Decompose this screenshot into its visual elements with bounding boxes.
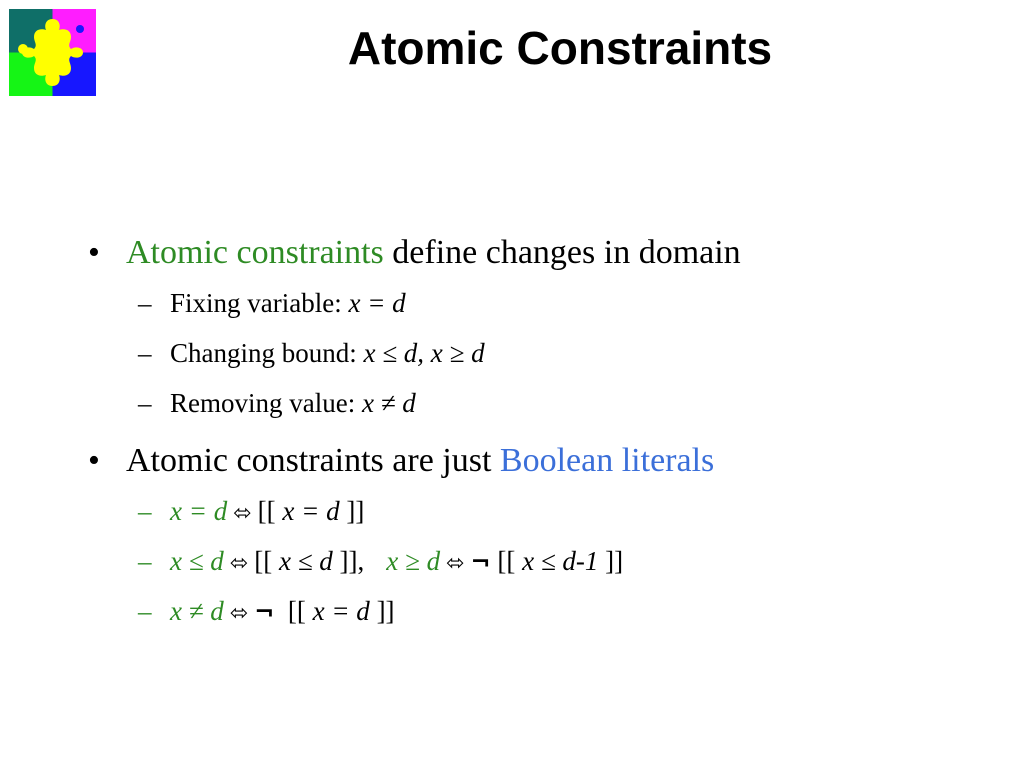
literal-rhs: x = d: [282, 496, 340, 526]
bracket-open: [[: [274, 596, 313, 626]
bracket-close: ]]: [369, 596, 395, 626]
bullet-atomic-define: [88, 228, 1008, 278]
literal-lhs: x = d: [170, 496, 228, 526]
dash-marker: –: [138, 388, 152, 418]
puzzle-logo-icon: [9, 9, 96, 96]
bracket-close: ]]: [339, 496, 365, 526]
iff-icon: ⬄: [229, 551, 249, 576]
dash-marker: –: [138, 546, 152, 576]
sub-label: Changing bound:: [170, 338, 364, 368]
literal-lhs: x ≤ d: [170, 546, 224, 576]
sub-disequality-literal: [88, 586, 1008, 636]
bracket-close: ]]: [598, 546, 624, 576]
highlight-atomic-constraints: Atomic constraints: [126, 234, 384, 271]
sub-bound-literals: [88, 536, 1008, 586]
dash-marker: –: [138, 596, 152, 626]
sub-fixing-variable: [88, 278, 1008, 328]
sub-removing-value: [88, 378, 1008, 428]
dash-marker: –: [138, 288, 152, 318]
sub-label: Removing value:: [170, 388, 362, 418]
bracket-open: [[: [490, 546, 523, 576]
iff-icon: ⬄: [233, 501, 252, 526]
sub-label: Fixing variable:: [170, 288, 349, 318]
sub-changing-bound: [88, 328, 1008, 378]
literal-rhs-2: x ≤ d-1: [522, 546, 599, 576]
dash-marker: –: [138, 496, 152, 526]
negation-icon: ¬: [470, 548, 491, 576]
iff-icon: ⬄: [229, 601, 249, 626]
bracket-open: [[: [257, 496, 283, 526]
literal-lhs-2: x ≥ d: [386, 546, 441, 576]
sub-expr: x = d: [348, 288, 406, 318]
bracket-open: [[: [254, 546, 279, 576]
bullet-boolean-literals: [88, 436, 1008, 486]
dash-marker: –: [138, 338, 152, 368]
bullet-list: [88, 228, 1008, 636]
sub-equality-literal: [88, 486, 1008, 536]
bullet-text: define changes in domain: [383, 234, 741, 271]
bullet-text: Atomic constraints are just: [126, 442, 500, 479]
sub-expr: x ≠ d: [361, 388, 416, 418]
negation-icon: ¬: [254, 598, 275, 626]
bracket-close: ]],: [332, 546, 365, 576]
bullet-marker: •: [88, 234, 100, 271]
slide-title: Atomic Constraints: [347, 22, 773, 74]
highlight-boolean-literals: Boolean literals: [499, 442, 715, 479]
literal-lhs: x ≠ d: [170, 596, 224, 626]
iff-icon: ⬄: [446, 551, 465, 576]
literal-rhs: x ≤ d: [278, 546, 333, 576]
bullet-marker: •: [88, 442, 100, 479]
sub-expr: x ≤ d, x ≥ d: [363, 338, 485, 368]
literal-rhs: x = d: [312, 596, 370, 626]
